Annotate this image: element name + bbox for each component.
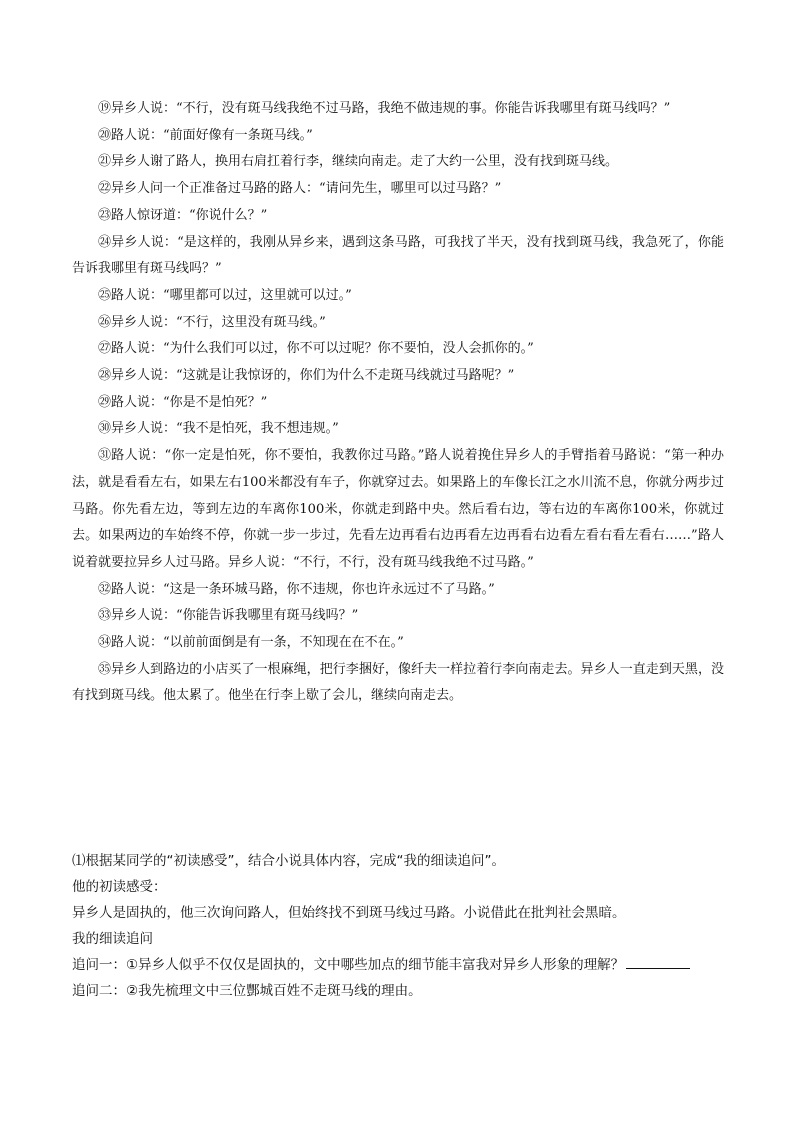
paragraph-30: ㉚异乡人说：“我不是怕死，我不想违规。” xyxy=(98,421,339,437)
paragraph-28: ㉘异乡人说：“这就是让我惊讶的，你们为什么不走斑马线就过马路呢？” xyxy=(98,368,515,384)
initial-feeling-text: 异乡人是固执的，他三次询问路人，但始终找不到斑马线过马路。小说借此在批判社会黑暗。 xyxy=(72,905,626,921)
paragraph-26: ㉖异乡人说：“不行，这里没有斑马线。” xyxy=(98,314,326,330)
paragraph-20: ⑳路人说：“前面好像有一条斑马线。” xyxy=(98,127,313,143)
paragraph-25: ㉕路人说：“哪里都可以过，这里就可以过。” xyxy=(98,287,352,303)
paragraph-29: ㉙路人说：“你是不是怕死？” xyxy=(98,394,268,410)
paragraph-21: ㉑异乡人谢了路人，换用右肩扛着行李，继续向南走。走了大约一公里，没有找到斑马线。 xyxy=(98,154,619,170)
close-reading-label: 我的细读追问 xyxy=(72,931,153,947)
question-1: ⑴根据某同学的“初读感受”，结合小说具体内容，完成“我的细读追问”。 xyxy=(72,853,505,869)
paragraph-19: ⑲异乡人说：“不行，没有斑马线我绝不过马路，我绝不做违规的事。你能告诉我哪里有斑马线吗？” xyxy=(98,101,671,116)
paragraph-27: ㉗路人说：“为什么我们可以过，你不可以过呢？你不要怕，没人会抓你的。” xyxy=(98,341,534,357)
paragraph-22: ㉒异乡人问一个正准备过马路的路人：“请问先生，哪里可以过马路？” xyxy=(98,181,502,197)
answer-blank[interactable] xyxy=(626,953,690,969)
follow-up-2: 追问二：②我先梳理文中三位酆城百姓不走斑马线的理由。 xyxy=(72,983,422,999)
paragraph-33: ㉝异乡人说：“你能告诉我哪里有斑马线吗？” xyxy=(98,608,359,624)
paragraph-24: ㉔异乡人说：“是这样的，我刚从异乡来，遇到这条马路，可我找了半天，没有找到斑马线，我急死了，你能告诉我哪里有斑马线吗？” xyxy=(72,234,724,277)
initial-feeling-label: 他的初读感受： xyxy=(72,879,167,895)
paragraph-32: ㉜路人说：“这是一条环城马路，你不违规，你也许永远过不了马路。” xyxy=(98,581,495,597)
paragraph-34: ㉞路人说：“以前前面倒是有一条，不知现在在不在。” xyxy=(98,635,404,651)
story-text xyxy=(72,96,724,710)
paragraph-31: ㉛路人说：“你一定是怕死，你不要怕，我教你过马路。”路人说着挽住异乡人的手臂指着马路说：“第一种办法，就是看看左右，如果左右100米都没有车子，你就穿过去。如果路上的车像长江之水川流不息，你就分两步过马路。你先看左边，等到左边的车离你100米，你就走到路中央。然后看右边，等右边的车离你100米，你就过去。如果两边的车始终不停，你就一步一步过，先看左边再看右边再看左边再看右边看左看右看左看右……”路人说着就要拉异乡人过马路。异乡人说：“不行，不行，没有斑马线我绝不过马路。” xyxy=(72,448,724,570)
follow-up-1 xyxy=(72,952,724,978)
paragraph-35: ㉟异乡人到路边的小店买了一根麻绳，把行李捆好，像纤夫一样拉着行李向南走去。异乡人一直走到天黑，没有找到斑马线。他太累了。他坐在行李上歇了会儿，继续向南走去。 xyxy=(72,661,724,704)
follow-up-1-text: 追问一：①异乡人似乎不仅仅是固执的，文中哪些加点的细节能丰富我对异乡人形象的理解？ xyxy=(72,957,625,973)
question-section xyxy=(72,848,724,1004)
paragraph-23: ㉓路人惊讶道：“你说什么？” xyxy=(98,207,268,223)
